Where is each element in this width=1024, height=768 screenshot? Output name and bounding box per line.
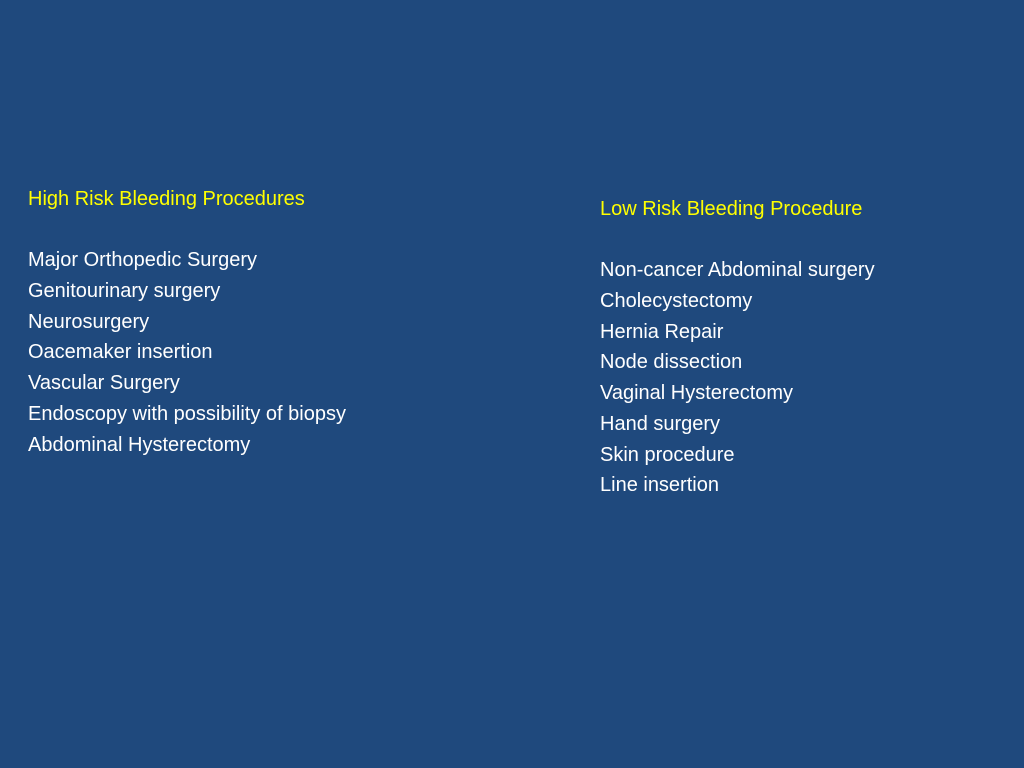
low-risk-item: Hand surgery [600, 412, 721, 435]
low-risk-item: Cholecystectomy [600, 290, 753, 313]
low-risk-heading: Low Risk Bleeding Procedure [600, 198, 863, 220]
high-risk-heading: High Risk Bleeding Procedures [28, 188, 305, 210]
high-risk-item: Vascular Surgery [28, 372, 180, 395]
spacer [600, 225, 1020, 256]
low-risk-item: Non-cancer Abdominal surgery [600, 259, 875, 282]
low-risk-item: Skin procedure [600, 443, 735, 466]
low-risk-item: Node dissection [600, 351, 743, 374]
high-risk-item: Major Orthopedic Surgery [28, 249, 257, 272]
low-risk-item: Hernia Repair [600, 320, 724, 343]
high-risk-column [28, 184, 448, 460]
low-risk-item: Vaginal Hysterectomy [600, 382, 794, 405]
high-risk-item: Oacemaker insertion [28, 341, 213, 364]
low-risk-column [600, 194, 1020, 501]
spacer [28, 215, 448, 246]
low-risk-item: Line insertion [600, 474, 719, 497]
high-risk-item: Neurosurgery [28, 310, 150, 333]
high-risk-item: Abdominal Hysterectomy [28, 433, 251, 456]
high-risk-item: Endoscopy with possibility of biopsy [28, 402, 346, 425]
high-risk-item: Genitourinary surgery [28, 280, 221, 303]
